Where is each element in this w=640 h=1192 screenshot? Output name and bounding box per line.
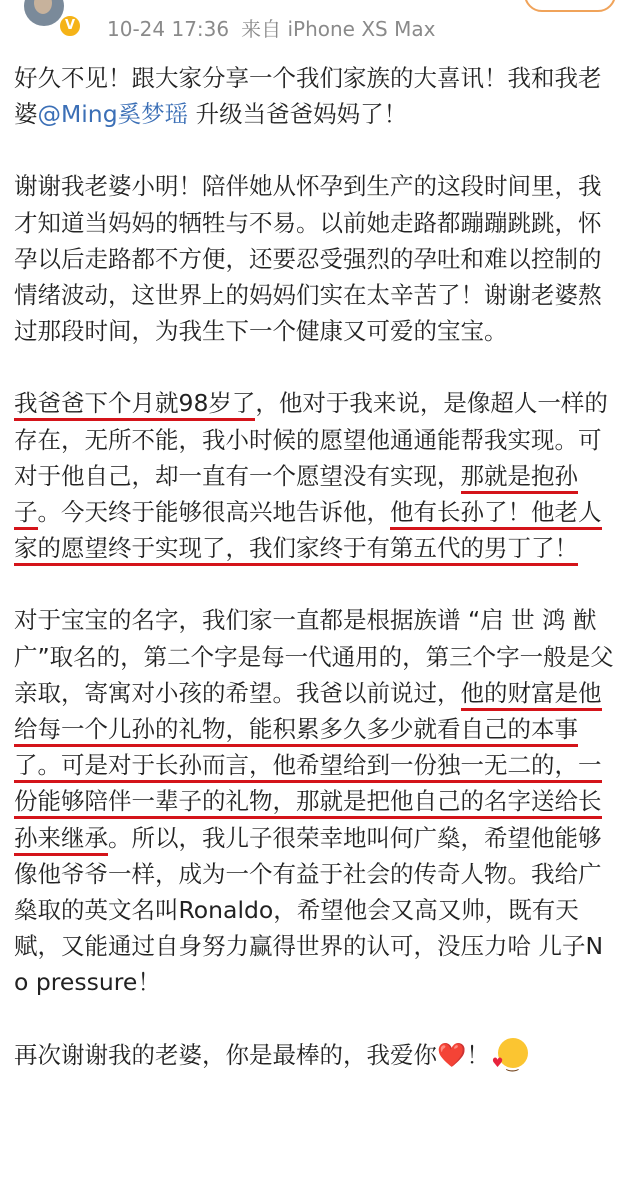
underlined-text: 他有长孙了！他老人家的愿望终于实现了，我们家终于有第五代的男丁了！ — [14, 498, 602, 566]
paragraph-text: 。所以，我儿子很荣幸地叫何广燊，希望他能够像他爷爷一样，成为一个有益于社会的传奇人物。我给广燊取的英文名叫Ronaldo，希望他会又高又帅，既有天赋，又能通过自身努力赢得世界的认可，没压力哈 儿子No pressure！ — [14, 823, 604, 997]
paragraph-text: 。今天终于能够很高兴地告诉他， — [37, 498, 390, 527]
paragraph-text: ！ — [466, 1040, 490, 1069]
post-timestamp: 10-24 17:36 — [107, 17, 230, 41]
follow-button[interactable] — [524, 0, 616, 12]
underlined-text: 他的财富是他给每一个儿孙的礼物，能积累多久多少就看自己的本事了。可是对于长孙而言，他希望给到一份独一无二的，一份能够陪伴一辈子的礼物，那就是把他自己的名字送给长孙来继承 — [14, 679, 602, 856]
post-source: 来自 iPhone XS Max — [241, 17, 436, 41]
paragraph-text: 对于宝宝的名字，我们家一直都是根据族谱 “启 世 鸿 猷 广”取名的，第二个字是每一代通用的，第三个字一般是父亲取，寄寓对小孩的希望。我爸以前说过， — [14, 606, 614, 707]
paragraph-text: 再次谢谢我的老婆，你是最棒的，我爱你 — [14, 1040, 437, 1069]
underlined-text: 那就是抱孙子 — [14, 462, 578, 530]
paragraph-text: ，他对于我来说，是像超人一样的存在，无所不能，我小时候的愿望他通通能帮我实现。可对于他自己，却一直有一个愿望没有实现， — [14, 389, 608, 490]
post-body — [14, 60, 614, 1109]
heart-emoji-icon: ❤️ — [437, 1040, 467, 1069]
verified-badge-icon: V — [58, 14, 82, 38]
paragraph-4 — [14, 602, 614, 1000]
paragraph-1 — [14, 60, 614, 132]
paragraph-text: 升级当爸爸妈妈了！ — [188, 100, 408, 129]
paragraph-2: 谢谢我老婆小明！陪伴她从怀孕到生产的这段时间里，我才知道当妈妈的牺牲与不易。以前她走路都蹦蹦跳跳，怀孕以后走路都不方便，还要忍受强烈的孕吐和难以控制的情绪波动，这世界上的妈妈们实在太辛苦了！谢谢老婆熬过那段时间，为我生下一个健康又可爱的宝宝。 — [14, 172, 602, 346]
paragraph-5 — [14, 1037, 614, 1073]
smiling-face-with-hearts-icon — [498, 1038, 528, 1068]
underlined-text: 我爸爸下个月就98岁了 — [14, 389, 255, 421]
post-meta — [107, 13, 435, 42]
paragraph-text: 好久不见！跟大家分享一个我们家族的大喜讯！我和我老婆 — [14, 64, 602, 129]
post-header — [0, 0, 640, 50]
mention-link[interactable]: @Ming奚梦瑶 — [37, 100, 189, 129]
paragraph-3 — [14, 385, 614, 566]
